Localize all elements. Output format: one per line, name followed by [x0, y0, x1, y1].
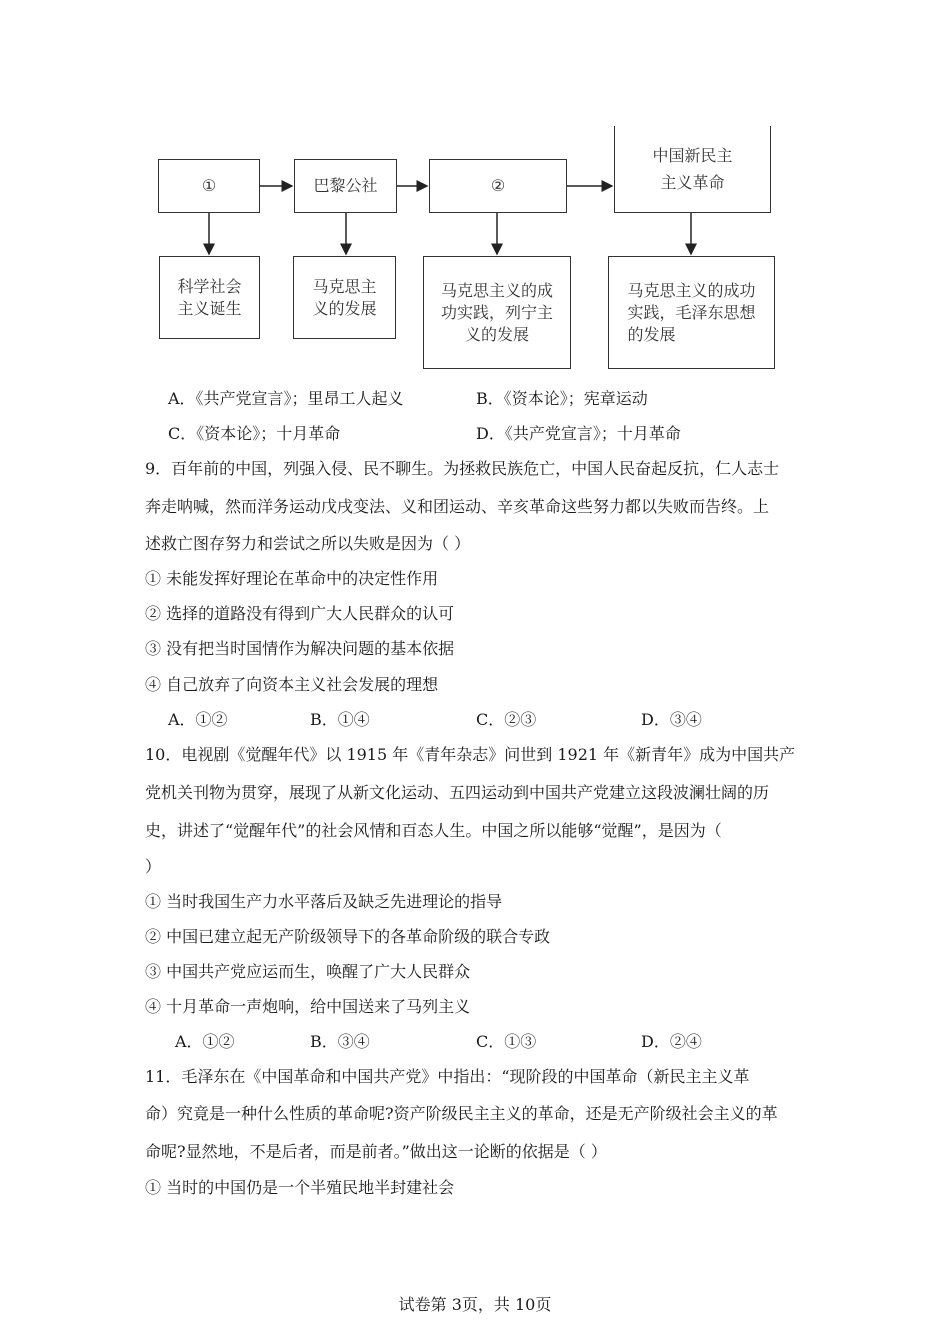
q9-option-d[interactable]: D．③④	[641, 710, 702, 729]
diagram-bottom-box-1	[159, 256, 260, 339]
q11-stem-line-3: 命呢?显然地，不是后者，而是前者。”做出这一论断的依据是（ ）	[145, 1142, 607, 1161]
diagram-box-4-label: 中国新民主 主义革命	[652, 146, 733, 192]
page-footer: 试卷第 3页，共 10页	[398, 1295, 552, 1314]
q8-option-a[interactable]: A．《共产党宣言》；里昂工人起义	[168, 389, 404, 408]
diagram-box-2-label: 巴黎公社	[313, 176, 378, 195]
q10-item-2: ② 中国已建立起无产阶级领导下的各革命阶级的联合专政	[145, 927, 551, 946]
q9-stem-line-3: 述救亡图存努力和尝试之所以失败是因为（ ）	[145, 534, 471, 553]
q10-option-d[interactable]: D．②④	[641, 1032, 702, 1051]
q8-option-b[interactable]: B．《资本论》；宪章运动	[476, 389, 648, 408]
q11-item-1: ① 当时的中国仍是一个半殖民地半封建社会	[145, 1178, 455, 1197]
q10-option-c[interactable]: C．①③	[476, 1032, 537, 1051]
q11-stem-line-1: 11．毛泽东在《中国革命和中国共产党》中指出：“现阶段的中国革命（新民主主义革	[145, 1067, 750, 1086]
diagram-bottom-box-4	[608, 256, 775, 369]
q9-option-c[interactable]: C．②③	[476, 710, 537, 729]
q9-item-4: ④ 自己放弃了向资本主义社会发展的理想	[145, 675, 439, 694]
diagram-bottom-box-3-label: 马克思主义的成 功实践，列宁主 义的发展	[440, 280, 553, 344]
q10-item-3: ③ 中国共产党应运而生，唤醒了广大人民群众	[145, 962, 471, 981]
diagram-box-3-label: ②	[490, 176, 506, 195]
diagram-box-new-democratic-revolution	[614, 126, 771, 213]
q9-item-3: ③ 没有把当时国情作为解决问题的基本依据	[145, 639, 455, 658]
q10-item-1: ① 当时我国生产力水平落后及缺乏先进理论的指导	[145, 892, 503, 911]
q10-stem-line-4: ）	[145, 857, 162, 876]
q10-stem-line-1: 10．电视剧《觉醒年代》以 1915 年《青年杂志》问世到 1921 年《新青年》成为中国共产	[145, 745, 796, 764]
q8-option-c[interactable]: C．《资本论》；十月革命	[168, 424, 341, 443]
diagram-box-paris-commune	[294, 159, 397, 213]
q10-option-b[interactable]: B．③④	[310, 1032, 370, 1051]
diagram-bottom-box-1-label: 科学社会 主义诞生	[177, 276, 242, 318]
diagram-box-1-label: ①	[201, 176, 217, 195]
q10-stem-line-3: 史，讲述了“觉醒年代”的社会风情和百态人生。中国之所以能够“觉醒”，是因为（	[145, 821, 722, 840]
q9-stem-line-2: 奔走呐喊，然而洋务运动戊戌变法、义和团运动、辛亥革命这些努力都以失败而告终。上	[145, 497, 770, 516]
diagram-bottom-box-2	[293, 256, 396, 339]
q10-stem-line-2: 党机关刊物为贯穿，展现了从新文化运动、五四运动到中国共产党建立这段波澜壮阔的历	[145, 783, 770, 802]
q10-item-4: ④ 十月革命一声炮响，给中国送来了马列主义	[145, 997, 471, 1016]
diagram-box-2	[429, 159, 567, 213]
diagram-box-1	[158, 159, 260, 213]
diagram-bottom-box-3	[423, 256, 571, 369]
q9-item-2: ② 选择的道路没有得到广大人民群众的认可	[145, 604, 455, 623]
q10-option-a[interactable]: A．①②	[175, 1032, 235, 1051]
diagram-bottom-box-2-label: 马克思主 义的发展	[312, 276, 377, 318]
diagram-bottom-box-4-label: 马克思主义的成功 实践，毛泽东思想 的发展	[627, 280, 756, 344]
q9-option-a[interactable]: A．①②	[168, 710, 228, 729]
q9-item-1: ① 未能发挥好理论在革命中的决定性作用	[145, 569, 439, 588]
q11-stem-line-2: 命）究竟是一种什么性质的革命呢?资产阶级民主主义的革命，还是无产阶级社会主义的革	[145, 1104, 778, 1123]
q9-option-b[interactable]: B．①④	[310, 710, 370, 729]
q8-option-d[interactable]: D．《共产党宣言》；十月革命	[476, 424, 681, 443]
q9-stem-line-1: 9．百年前的中国，列强入侵、民不聊生。为拯救民族危亡，中国人民奋起反抗，仁人志士	[145, 459, 780, 478]
